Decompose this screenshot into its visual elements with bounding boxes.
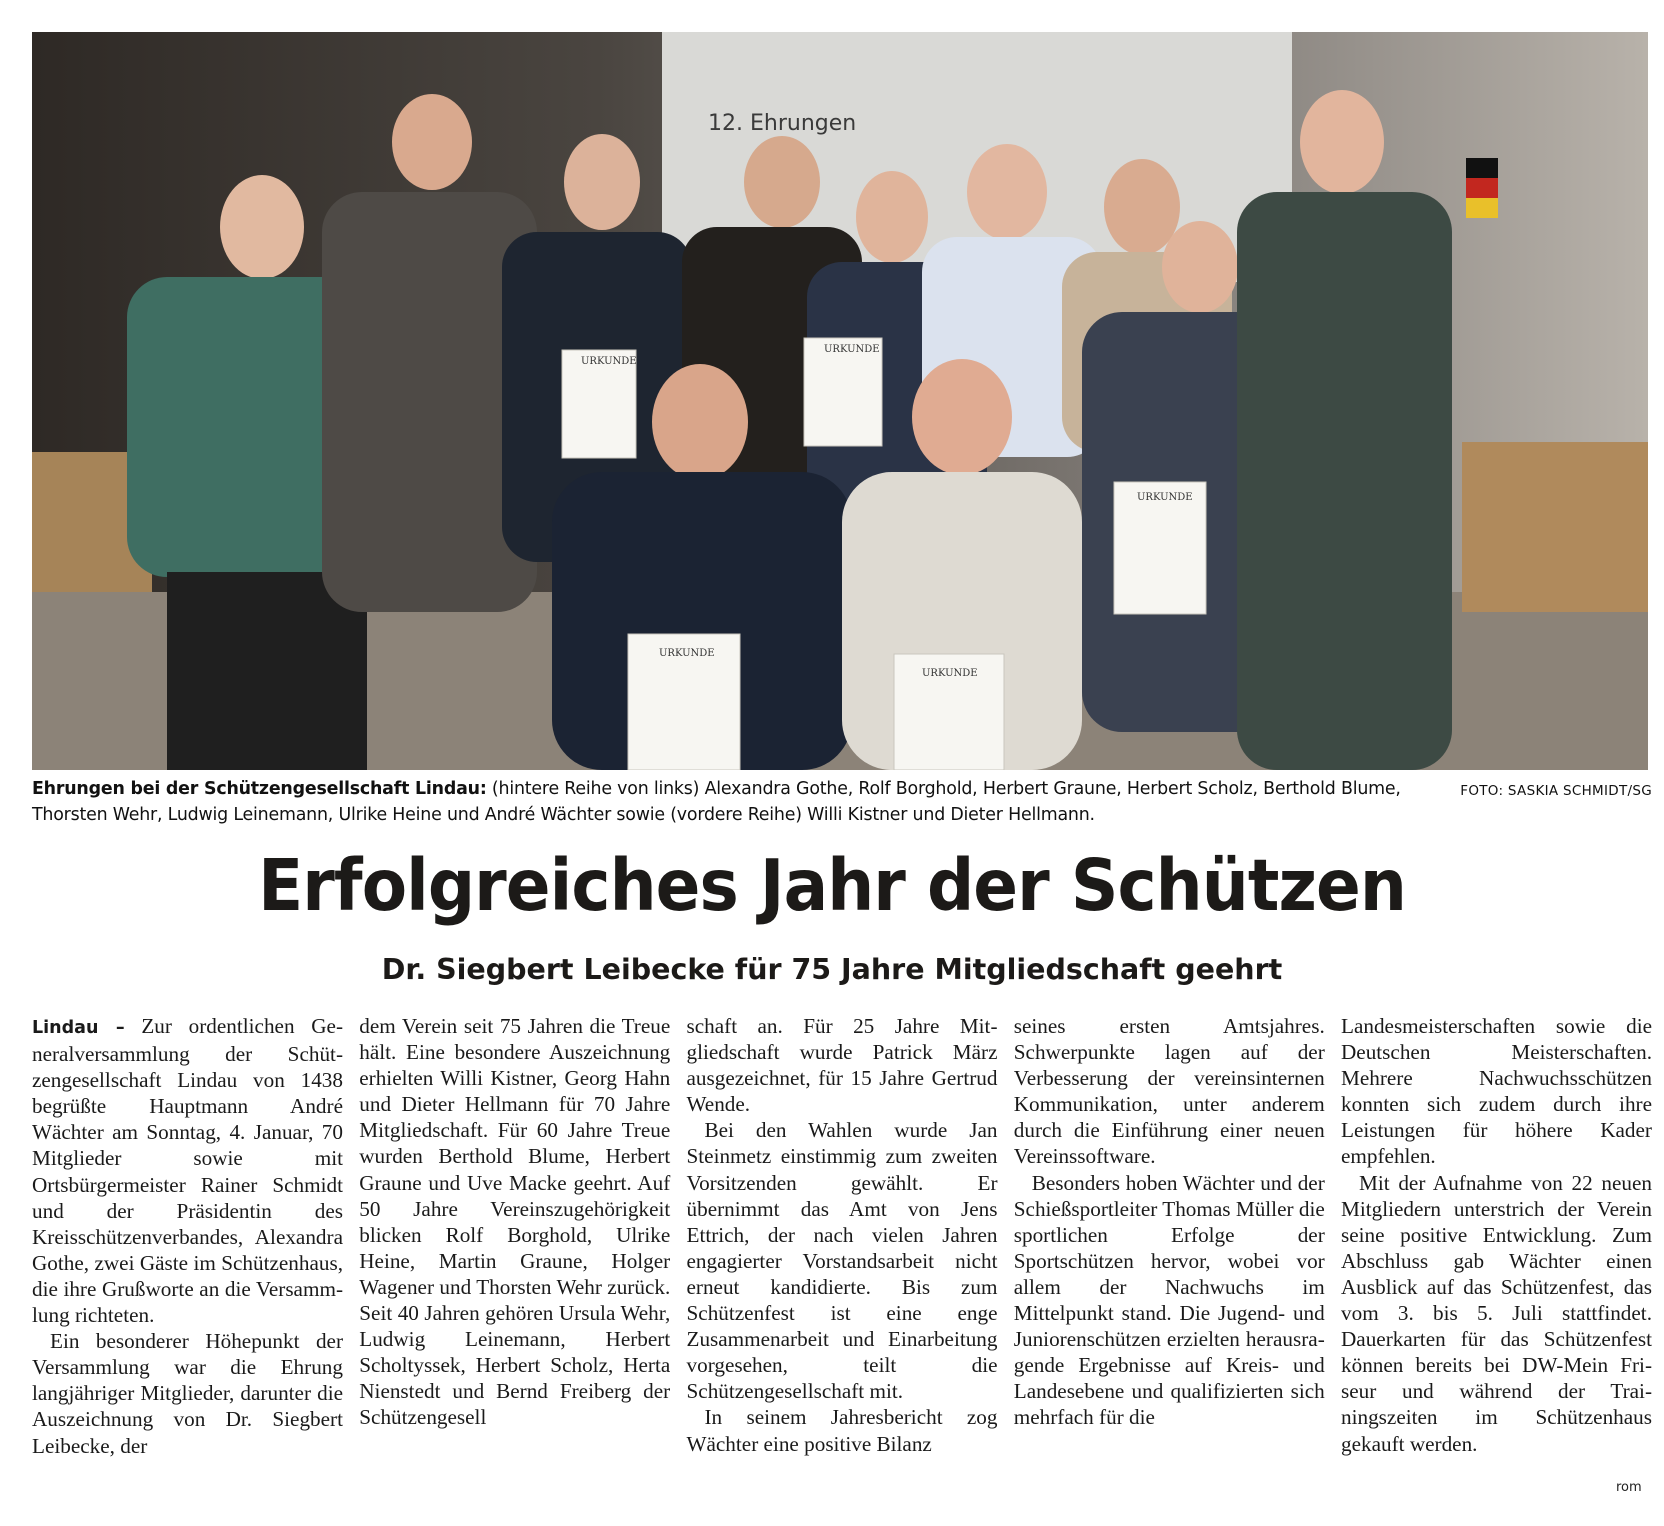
photo-credit: FOTO: SASKIA SCHMIDT/SG (1460, 783, 1652, 799)
caption-lead: Ehrungen bei der Schützengesellschaft Lindau: (32, 779, 487, 799)
article-paragraph: seines ersten Amtsjahres. Schwerpunkte lagen auf der Verbesserung der vereinsinternen Kommunikation, unter anderem durch die Einführung einer neuen Vereinssoftware. (1013, 1014, 1325, 1169)
article-column-2 (359, 1013, 670, 1493)
article-paragraph: Landesmeisterschaften sowie die Deutschen Meisterschaften. Mehrere Nachwuchsschützen konnten sich zudem durch ihre Leistungen für höhere Kader empfehlen. (1341, 1014, 1652, 1169)
article-paragraph: Mit der Aufnahme von 22 neuen Mitgliedern unterstrich der Verein seine positive Entwicklung. Zum Abschluss gab Wächter einen Ausblick auf das Schützenfest, das vom 3. bis 5. Juli stattfindet. Dauerkarten für das Schützenfest können bereits bei DW-Mein Friseur und während der Trainingszeiten im Schützenhaus gekauft werden. (1341, 1170, 1652, 1456)
headline: Erfolgreiches Jahr der Schützen (258, 844, 1406, 927)
article-paragraph: Besonders hoben Wächter und der Schießsportleiter Thomas Müller die sportlichen Erfolge der Sportschützen hervor, wobei vor allem der Nachwuchs im Mittelpunkt stand. Die Jugend- und Juniorenschützen erzielten herausragende Ergebnisse auf Kreis- und Landesebene und qualifizierten sich mehrfach für die (1013, 1170, 1325, 1430)
subheadline: Dr. Siegbert Leibecke für 75 Jahre Mitgliedschaft geehrt (381, 953, 1283, 986)
paragraph-text: Zur ordentlichen Generalversammlung der Schützengesellschaft Lindau von 1438 begrüßte Hauptmann André Wächter am Sonntag, 4. Januar, 70 Mitglieder sowie mit Ortsbürgermeister Rainer Schmidt und der Präsidentin des Kreisschützenverbandes, Alexandra Gothe, zwei Gäste im Schützenhaus, die ihre Grußworte an die Versammlung richteten. (32, 1014, 343, 1328)
certificate-label: URKUNDE (922, 668, 978, 679)
article-column-3 (687, 1013, 998, 1493)
article-body (32, 1013, 1652, 1493)
article-paragraph (32, 1013, 343, 1328)
article-paragraph: dem Verein seit 75 Jahren die Treue hält. Eine besondere Auszeichnung erhielten Willi Kistner, Georg Hahn und Dieter Hellmann für 70 Jahre Mitgliedschaft. Für 60 Jahre Treue wurden Berthold Blume, Herbert Graune und Uve Macke geehrt. Auf 50 Jahre Vereinszugehörigkeit blicken Rolf Borghold, Ulrike Heine, Martin Graune, Holger Wagener und Thorsten Wehr zurück. Seit 40 Jahren gehören Ursula Wehr, Ludwig Leinemann, Herbert Scholtyssek, Herbert Scholz, Herta Nienstedt und Bernd Freiberg der Schützengesell (359, 1014, 671, 1430)
article-column-1 (32, 1013, 343, 1493)
article-column-4 (1014, 1013, 1325, 1493)
article-paragraph: In seinem Jahresbericht zog Wächter eine positive Bilanz (686, 1405, 998, 1456)
certificate-label: URKUNDE (581, 356, 637, 367)
article-paragraph: schaft an. Für 25 Jahre Mitgliedschaft wurde Patrick März ausgezeichnet, für 15 Jahre Gertrud Wende. (686, 1014, 998, 1117)
certificate-label: URKUNDE (1137, 492, 1193, 503)
photo-caption (32, 776, 1652, 828)
article-column-5 (1341, 1013, 1652, 1493)
caption-text: (hintere Reihe von links) Alexandra Gothe, Rolf Borghold, Herbert Graune, Herbert Scholz, Berthold Blume, Thorsten Wehr, Ludwig Leinemann, Ulrike Heine und André Wächter sowie (vordere Reihe) Willi Kistner und Dieter Hellmann. (32, 779, 1401, 825)
author-signature: rom (1616, 1480, 1642, 1495)
screen-text: 12. Ehrungen (708, 111, 857, 136)
certificate-label: URKUNDE (824, 344, 880, 355)
group-photo (32, 32, 1648, 770)
certificate-label: URKUNDE (659, 648, 715, 659)
dateline: Lindau – (32, 1018, 125, 1038)
article-paragraph: Ein besonderer Höhepunkt der Versammlung war die Ehrung langjähriger Mitglieder, darunter die Auszeichnung von Dr. Siegbert Leibecke, der (32, 1329, 343, 1458)
article-paragraph: Bei den Wahlen wurde Jan Steinmetz einstimmig zum zweiten Vorsitzenden gewählt. Er übernimmt das Amt von Jens Ettrich, der nach vielen Jahren engagierter Vorstandsarbeit nicht erneut kandidierte. Bis zum Schützenfest ist eine enge Zusammenarbeit und Einarbeitung vorgesehen, teilt die Schützengesellschaft mit. (686, 1118, 998, 1404)
group-photo-icon (32, 32, 1648, 770)
